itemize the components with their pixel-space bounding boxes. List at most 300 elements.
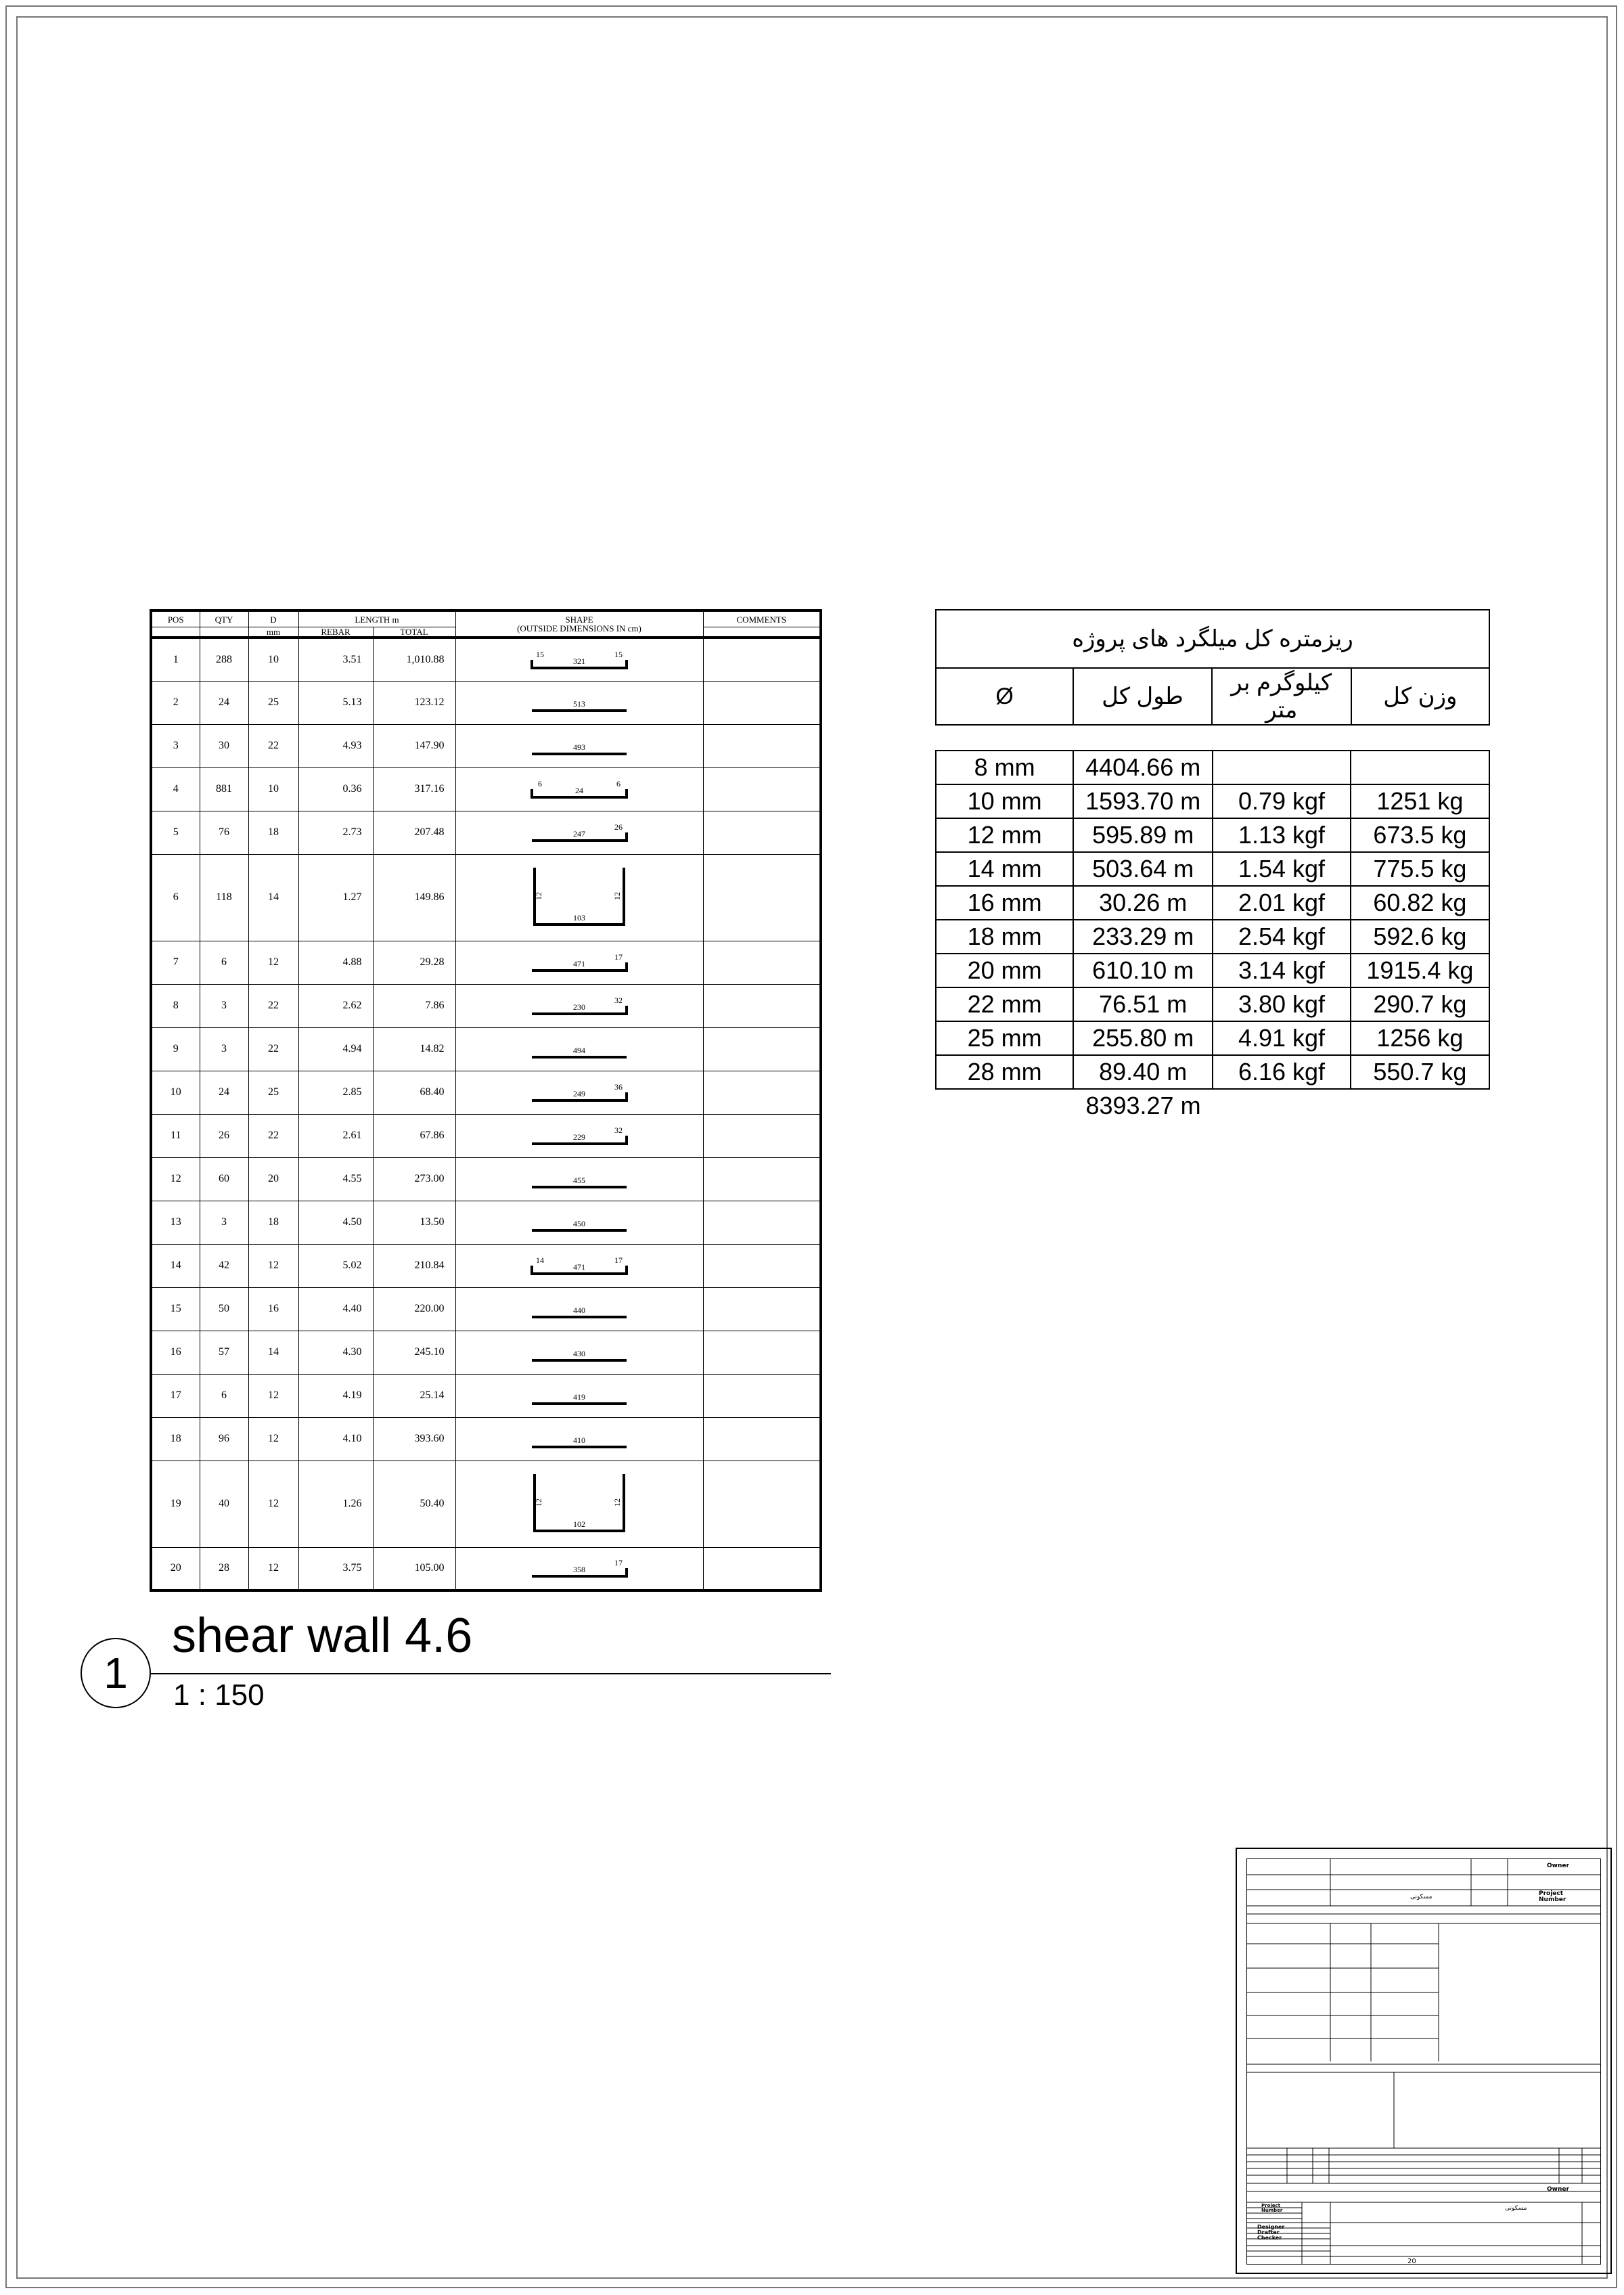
rebar-main-dim: 471 — [573, 1262, 585, 1272]
rebar-left-dim: 15 — [536, 649, 544, 659]
schedule-qty-cell: 3 — [200, 1201, 248, 1244]
schedule-row — [151, 1071, 821, 1114]
schedule-d-cell: 12 — [248, 1417, 298, 1461]
schedule-pos-cell: 13 — [151, 1201, 200, 1244]
summary-kg-per-m-cell: 3.80 kgf — [1213, 987, 1351, 1021]
schedule-comments-cell — [703, 767, 821, 811]
rebar-shape-drawing — [512, 857, 647, 938]
summary-diameter-cell: 22 mm — [936, 987, 1073, 1021]
schedule-rebar-length-cell: 4.40 — [298, 1287, 373, 1331]
rebar-main-dim: 440 — [573, 1306, 585, 1315]
summary-weight-cell: 550.7 kg — [1351, 1055, 1489, 1089]
rebar-right-dim: 15 — [614, 649, 623, 659]
schedule-rebar-length-cell: 2.73 — [298, 811, 373, 854]
rebar-shape-drawing — [512, 943, 647, 981]
schedule-total-length-cell: 29.28 — [373, 941, 455, 984]
schedule-d-cell: 22 — [248, 1114, 298, 1157]
summary-row — [936, 784, 1489, 818]
rebar-shape-drawing — [512, 1333, 647, 1371]
title-block — [1236, 1848, 1612, 2274]
schedule-rebar-length-cell: 3.51 — [298, 638, 373, 681]
schedule-d-cell: 10 — [248, 638, 298, 681]
rebar-right-dim: 26 — [614, 822, 623, 832]
schedule-d-cell: 14 — [248, 1331, 298, 1374]
summary-weight-cell: 1256 kg — [1351, 1021, 1489, 1055]
rebar-shape-drawing — [512, 1463, 647, 1544]
schedule-shape-cell — [455, 1027, 703, 1071]
rebar-left-dim: 6 — [538, 779, 542, 788]
summary-diameter-cell: 28 mm — [936, 1055, 1073, 1089]
summary-kg-per-m-cell — [1213, 751, 1351, 784]
rebar-schedule-body — [151, 638, 821, 1590]
schedule-rebar-length-cell: 3.75 — [298, 1547, 373, 1590]
schedule-shape-cell — [455, 1071, 703, 1114]
schedule-rebar-length-cell: 4.88 — [298, 941, 373, 984]
schedule-pos-cell: 6 — [151, 854, 200, 941]
schedule-row — [151, 1287, 821, 1331]
title-block-designer: Designer — [1257, 2224, 1285, 2230]
summary-diameter-cell: 20 mm — [936, 954, 1073, 987]
schedule-total-length-cell: 68.40 — [373, 1071, 455, 1114]
schedule-pos-cell: 8 — [151, 984, 200, 1027]
schedule-qty-cell: 881 — [200, 767, 248, 811]
schedule-total-length-cell: 123.12 — [373, 681, 455, 724]
rebar-right-dim: 17 — [614, 952, 623, 962]
schedule-comments-cell — [703, 724, 821, 767]
schedule-row — [151, 1201, 821, 1244]
header-d-unit: mm — [248, 627, 298, 638]
schedule-rebar-length-cell: 4.93 — [298, 724, 373, 767]
schedule-pos-cell: 3 — [151, 724, 200, 767]
summary-diameter-cell: 8 mm — [936, 751, 1073, 784]
schedule-total-length-cell: 317.16 — [373, 767, 455, 811]
rebar-shape-drawing — [512, 1030, 647, 1068]
summary-col-total-length: طول کل — [1073, 668, 1212, 725]
rebar-right-dim: 32 — [614, 996, 623, 1005]
summary-weight-cell — [1351, 751, 1489, 784]
summary-diameter-cell: 12 mm — [936, 818, 1073, 852]
title-block-owner-2: Owner — [1547, 2186, 1569, 2193]
rebar-main-dim: 230 — [573, 1002, 585, 1012]
schedule-comments-cell — [703, 1331, 821, 1374]
rebar-main-dim: 430 — [573, 1349, 585, 1358]
schedule-rebar-length-cell: 4.55 — [298, 1157, 373, 1201]
schedule-shape-cell — [455, 811, 703, 854]
schedule-qty-cell: 42 — [200, 1244, 248, 1287]
schedule-shape-cell — [455, 1547, 703, 1590]
schedule-rebar-length-cell: 4.94 — [298, 1027, 373, 1071]
summary-weight-cell: 290.7 kg — [1351, 987, 1489, 1021]
rebar-left-dim: 14 — [536, 1255, 544, 1265]
schedule-d-cell: 10 — [248, 767, 298, 811]
schedule-qty-cell: 6 — [200, 1374, 248, 1417]
schedule-total-length-cell: 14.82 — [373, 1027, 455, 1071]
schedule-qty-cell: 24 — [200, 1071, 248, 1114]
schedule-pos-cell: 4 — [151, 767, 200, 811]
schedule-qty-cell: 26 — [200, 1114, 248, 1157]
schedule-total-length-cell: 1,010.88 — [373, 638, 455, 681]
header-comments-sub — [703, 627, 821, 638]
schedule-d-cell: 12 — [248, 1547, 298, 1590]
schedule-shape-cell — [455, 681, 703, 724]
summary-row — [936, 987, 1489, 1021]
summary-row — [936, 852, 1489, 886]
rebar-shape-drawing — [512, 987, 647, 1025]
rebar-shape-drawing — [512, 727, 647, 765]
summary-kg-per-m-cell: 3.14 kgf — [1213, 954, 1351, 987]
schedule-row — [151, 1461, 821, 1547]
title-block-checker: Checker — [1257, 2235, 1282, 2241]
schedule-comments-cell — [703, 1114, 821, 1157]
schedule-rebar-length-cell: 4.10 — [298, 1417, 373, 1461]
schedule-shape-cell — [455, 984, 703, 1027]
title-block-project-number: Project Number — [1539, 1890, 1566, 1903]
rebar-shape-drawing — [512, 1420, 647, 1458]
rebar-shape-drawing — [512, 684, 647, 721]
rebar-shape-drawing — [512, 814, 647, 851]
schedule-row — [151, 681, 821, 724]
schedule-total-length-cell: 210.84 — [373, 1244, 455, 1287]
rebar-shape-drawing — [512, 1247, 647, 1285]
title-block-usage: مسکونی — [1410, 1894, 1433, 1900]
schedule-comments-cell — [703, 811, 821, 854]
header-pos: POS — [151, 610, 200, 627]
schedule-qty-cell: 96 — [200, 1417, 248, 1461]
schedule-d-cell: 20 — [248, 1157, 298, 1201]
schedule-comments-cell — [703, 854, 821, 941]
schedule-total-length-cell: 149.86 — [373, 854, 455, 941]
summary-weight-cell: 1251 kg — [1351, 784, 1489, 818]
rebar-left-dim: 12 — [534, 1498, 543, 1507]
summary-diameter-cell: 18 mm — [936, 920, 1073, 954]
schedule-d-cell: 12 — [248, 1244, 298, 1287]
summary-length-cell: 503.64 m — [1073, 852, 1213, 886]
schedule-total-length-cell: 207.48 — [373, 811, 455, 854]
schedule-total-length-cell: 393.60 — [373, 1417, 455, 1461]
rebar-shape-drawing — [512, 1290, 647, 1328]
schedule-row — [151, 1547, 821, 1590]
schedule-shape-cell — [455, 724, 703, 767]
schedule-row — [151, 854, 821, 941]
schedule-d-cell: 25 — [248, 681, 298, 724]
rebar-shape-drawing — [512, 1073, 647, 1111]
rebar-right-dim: 17 — [614, 1255, 623, 1265]
summary-kg-per-m-cell: 1.13 kgf — [1213, 818, 1351, 852]
rebar-shape-drawing — [512, 770, 647, 808]
summary-title: ریزمتره کل میلگرد های پروژه — [936, 610, 1489, 668]
rebar-shape-drawing — [512, 1549, 647, 1587]
schedule-d-cell: 12 — [248, 1374, 298, 1417]
schedule-shape-cell — [455, 1461, 703, 1547]
summary-total-length: 8393.27 m — [1085, 1092, 1201, 1119]
summary-row — [936, 818, 1489, 852]
schedule-row — [151, 767, 821, 811]
rebar-main-dim: 410 — [573, 1435, 585, 1445]
view-tag-number: 1 — [104, 1649, 128, 1697]
header-rebar: REBAR — [298, 627, 373, 638]
schedule-row — [151, 1374, 821, 1417]
summary-row — [936, 751, 1489, 784]
schedule-shape-cell — [455, 1201, 703, 1244]
schedule-comments-cell — [703, 1157, 821, 1201]
header-total: TOTAL — [373, 627, 455, 638]
schedule-pos-cell: 18 — [151, 1417, 200, 1461]
schedule-comments-cell — [703, 1201, 821, 1244]
schedule-comments-cell — [703, 638, 821, 681]
schedule-shape-cell — [455, 638, 703, 681]
rebar-main-dim: 229 — [573, 1132, 585, 1142]
schedule-d-cell: 12 — [248, 941, 298, 984]
schedule-qty-cell: 28 — [200, 1547, 248, 1590]
summary-kg-per-m-cell: 6.16 kgf — [1213, 1055, 1351, 1089]
schedule-qty-cell: 24 — [200, 681, 248, 724]
summary-length-cell: 30.26 m — [1073, 886, 1213, 920]
rebar-main-dim: 450 — [573, 1219, 585, 1228]
summary-body-table — [935, 750, 1490, 1090]
schedule-qty-cell: 76 — [200, 811, 248, 854]
rebar-shape-drawing — [512, 1377, 647, 1414]
schedule-shape-cell — [455, 1374, 703, 1417]
header-d: D — [248, 610, 298, 627]
schedule-row — [151, 1417, 821, 1461]
header-shape — [455, 610, 703, 638]
schedule-comments-cell — [703, 681, 821, 724]
schedule-qty-cell: 3 — [200, 984, 248, 1027]
rebar-main-dim: 102 — [573, 1519, 585, 1529]
schedule-d-cell: 25 — [248, 1071, 298, 1114]
rebar-shape-drawing — [512, 1160, 647, 1198]
rebar-schedule-table — [150, 609, 822, 1592]
rebar-main-dim: 419 — [573, 1392, 585, 1402]
summary-weight-cell: 1915.4 kg — [1351, 954, 1489, 987]
summary-row — [936, 954, 1489, 987]
rebar-main-dim: 455 — [573, 1176, 585, 1185]
schedule-total-length-cell: 67.86 — [373, 1114, 455, 1157]
schedule-total-length-cell: 13.50 — [373, 1201, 455, 1244]
rebar-shape-drawing — [512, 1117, 647, 1155]
header-shape-line2: (OUTSIDE DIMENSIONS IN cm) — [517, 623, 641, 633]
view-title: shear wall 4.6 — [172, 1609, 473, 1663]
schedule-d-cell: 14 — [248, 854, 298, 941]
summary-row — [936, 1021, 1489, 1055]
rebar-main-dim: 247 — [573, 829, 585, 839]
summary-diameter-cell: 14 mm — [936, 852, 1073, 886]
summary-kg-per-m-cell: 2.54 kgf — [1213, 920, 1351, 954]
summary-weight-cell: 592.6 kg — [1351, 920, 1489, 954]
schedule-d-cell: 22 — [248, 724, 298, 767]
summary-col-kg-per-m: کیلوگرم بر متر — [1212, 668, 1351, 725]
schedule-comments-cell — [703, 1027, 821, 1071]
schedule-pos-cell: 5 — [151, 811, 200, 854]
title-block-project-type: مسکونی — [1505, 2205, 1527, 2212]
summary-weight-cell: 60.82 kg — [1351, 886, 1489, 920]
schedule-row — [151, 811, 821, 854]
rebar-main-dim: 321 — [573, 656, 585, 666]
summary-diameter-cell: 10 mm — [936, 784, 1073, 818]
rebar-right-dim: 17 — [614, 1558, 623, 1568]
summary-length-cell: 233.29 m — [1073, 920, 1213, 954]
schedule-rebar-length-cell: 2.62 — [298, 984, 373, 1027]
rebar-main-dim: 513 — [573, 699, 585, 709]
schedule-rebar-length-cell: 5.13 — [298, 681, 373, 724]
schedule-rebar-length-cell: 4.50 — [298, 1201, 373, 1244]
rebar-main-dim: 493 — [573, 742, 585, 752]
rebar-shape-drawing — [512, 641, 647, 679]
title-block-owner: Owner — [1547, 1863, 1569, 1869]
rebar-main-dim: 494 — [573, 1046, 585, 1055]
header-qty-sub — [200, 627, 248, 638]
schedule-d-cell: 22 — [248, 984, 298, 1027]
rebar-right-dim: 6 — [616, 779, 621, 788]
schedule-rebar-length-cell: 4.30 — [298, 1331, 373, 1374]
schedule-row — [151, 1157, 821, 1201]
schedule-rebar-length-cell: 5.02 — [298, 1244, 373, 1287]
header-qty: QTY — [200, 610, 248, 627]
schedule-d-cell: 16 — [248, 1287, 298, 1331]
schedule-shape-cell — [455, 1331, 703, 1374]
summary-col-diameter: Ø — [936, 668, 1073, 725]
schedule-shape-cell — [455, 1287, 703, 1331]
rebar-main-dim: 471 — [573, 959, 585, 968]
schedule-pos-cell: 2 — [151, 681, 200, 724]
summary-length-cell: 610.10 m — [1073, 954, 1213, 987]
schedule-qty-cell: 30 — [200, 724, 248, 767]
rebar-main-dim: 358 — [573, 1565, 585, 1575]
schedule-rebar-length-cell: 0.36 — [298, 767, 373, 811]
schedule-rebar-length-cell: 2.85 — [298, 1071, 373, 1114]
schedule-rebar-length-cell: 1.27 — [298, 854, 373, 941]
summary-length-cell: 4404.66 m — [1073, 751, 1213, 784]
summary-kg-per-m-cell: 1.54 kgf — [1213, 852, 1351, 886]
schedule-shape-cell — [455, 854, 703, 941]
schedule-qty-cell: 118 — [200, 854, 248, 941]
header-length: LENGTH m — [298, 610, 455, 627]
schedule-pos-cell: 15 — [151, 1287, 200, 1331]
schedule-shape-cell — [455, 767, 703, 811]
schedule-qty-cell: 288 — [200, 638, 248, 681]
summary-length-cell: 595.89 m — [1073, 818, 1213, 852]
schedule-qty-cell: 40 — [200, 1461, 248, 1547]
schedule-row — [151, 1114, 821, 1157]
schedule-pos-cell: 14 — [151, 1244, 200, 1287]
schedule-row — [151, 724, 821, 767]
header-shape-line1: SHAPE — [565, 615, 593, 625]
schedule-comments-cell — [703, 1071, 821, 1114]
schedule-pos-cell: 12 — [151, 1157, 200, 1201]
rebar-main-dim: 103 — [573, 913, 585, 922]
rebar-right-dim: 12 — [612, 1498, 622, 1507]
schedule-total-length-cell: 147.90 — [373, 724, 455, 767]
schedule-pos-cell: 1 — [151, 638, 200, 681]
schedule-comments-cell — [703, 1374, 821, 1417]
summary-row — [936, 886, 1489, 920]
schedule-pos-cell: 9 — [151, 1027, 200, 1071]
summary-row — [936, 920, 1489, 954]
schedule-qty-cell: 57 — [200, 1331, 248, 1374]
rebar-summary — [935, 609, 1490, 1122]
schedule-shape-cell — [455, 941, 703, 984]
summary-weight-cell: 775.5 kg — [1351, 852, 1489, 886]
title-block-drafter: Drafter — [1257, 2229, 1280, 2235]
schedule-pos-cell: 11 — [151, 1114, 200, 1157]
schedule-comments-cell — [703, 1547, 821, 1590]
header-comments: COMMENTS — [703, 610, 821, 627]
schedule-row — [151, 1331, 821, 1374]
schedule-row — [151, 1244, 821, 1287]
schedule-d-cell: 22 — [248, 1027, 298, 1071]
schedule-pos-cell: 17 — [151, 1374, 200, 1417]
rebar-right-dim: 12 — [612, 892, 622, 900]
schedule-d-cell: 18 — [248, 1201, 298, 1244]
summary-kg-per-m-cell: 2.01 kgf — [1213, 886, 1351, 920]
schedule-pos-cell: 10 — [151, 1071, 200, 1114]
rebar-shape-drawing — [512, 1203, 647, 1241]
summary-weight-cell: 673.5 kg — [1351, 818, 1489, 852]
summary-length-cell: 1593.70 m — [1073, 784, 1213, 818]
summary-row — [936, 1055, 1489, 1089]
schedule-total-length-cell: 7.86 — [373, 984, 455, 1027]
summary-kg-per-m-cell: 0.79 kgf — [1213, 784, 1351, 818]
schedule-total-length-cell: 25.14 — [373, 1374, 455, 1417]
schedule-d-cell: 12 — [248, 1461, 298, 1547]
summary-header-table — [935, 609, 1490, 726]
schedule-pos-cell: 20 — [151, 1547, 200, 1590]
schedule-total-length-cell: 105.00 — [373, 1547, 455, 1590]
schedule-comments-cell — [703, 1461, 821, 1547]
title-block-sheet-number: 20 — [1407, 2258, 1416, 2265]
schedule-rebar-length-cell: 2.61 — [298, 1114, 373, 1157]
schedule-qty-cell: 6 — [200, 941, 248, 984]
header-pos-sub — [151, 627, 200, 638]
summary-length-cell: 76.51 m — [1073, 987, 1213, 1021]
summary-kg-per-m-cell: 4.91 kgf — [1213, 1021, 1351, 1055]
schedule-comments-cell — [703, 1417, 821, 1461]
schedule-pos-cell: 19 — [151, 1461, 200, 1547]
schedule-row — [151, 941, 821, 984]
summary-diameter-cell: 16 mm — [936, 886, 1073, 920]
summary-length-cell: 89.40 m — [1073, 1055, 1213, 1089]
schedule-comments-cell — [703, 984, 821, 1027]
schedule-row — [151, 984, 821, 1027]
rebar-main-dim: 24 — [575, 786, 583, 795]
view-title-underline — [150, 1673, 831, 1674]
schedule-comments-cell — [703, 1287, 821, 1331]
schedule-shape-cell — [455, 1157, 703, 1201]
schedule-total-length-cell: 245.10 — [373, 1331, 455, 1374]
rebar-main-dim: 249 — [573, 1089, 585, 1098]
schedule-shape-cell — [455, 1244, 703, 1287]
schedule-row — [151, 1027, 821, 1071]
view-scale: 1 : 150 — [173, 1678, 265, 1712]
title-block-grid — [1237, 1849, 1613, 2275]
schedule-rebar-length-cell: 4.19 — [298, 1374, 373, 1417]
schedule-row — [151, 638, 821, 681]
schedule-qty-cell: 60 — [200, 1157, 248, 1201]
summary-diameter-cell: 25 mm — [936, 1021, 1073, 1055]
title-block-project-number-2: Project Number — [1261, 2203, 1283, 2213]
schedule-pos-cell: 16 — [151, 1331, 200, 1374]
schedule-rebar-length-cell: 1.26 — [298, 1461, 373, 1547]
summary-length-cell: 255.80 m — [1073, 1021, 1213, 1055]
schedule-total-length-cell: 273.00 — [373, 1157, 455, 1201]
schedule-shape-cell — [455, 1417, 703, 1461]
schedule-qty-cell: 50 — [200, 1287, 248, 1331]
rebar-right-dim: 32 — [614, 1126, 623, 1135]
schedule-total-length-cell: 50.40 — [373, 1461, 455, 1547]
schedule-shape-cell — [455, 1114, 703, 1157]
summary-col-total-weight: وزن کل — [1351, 668, 1489, 725]
schedule-total-length-cell: 220.00 — [373, 1287, 455, 1331]
